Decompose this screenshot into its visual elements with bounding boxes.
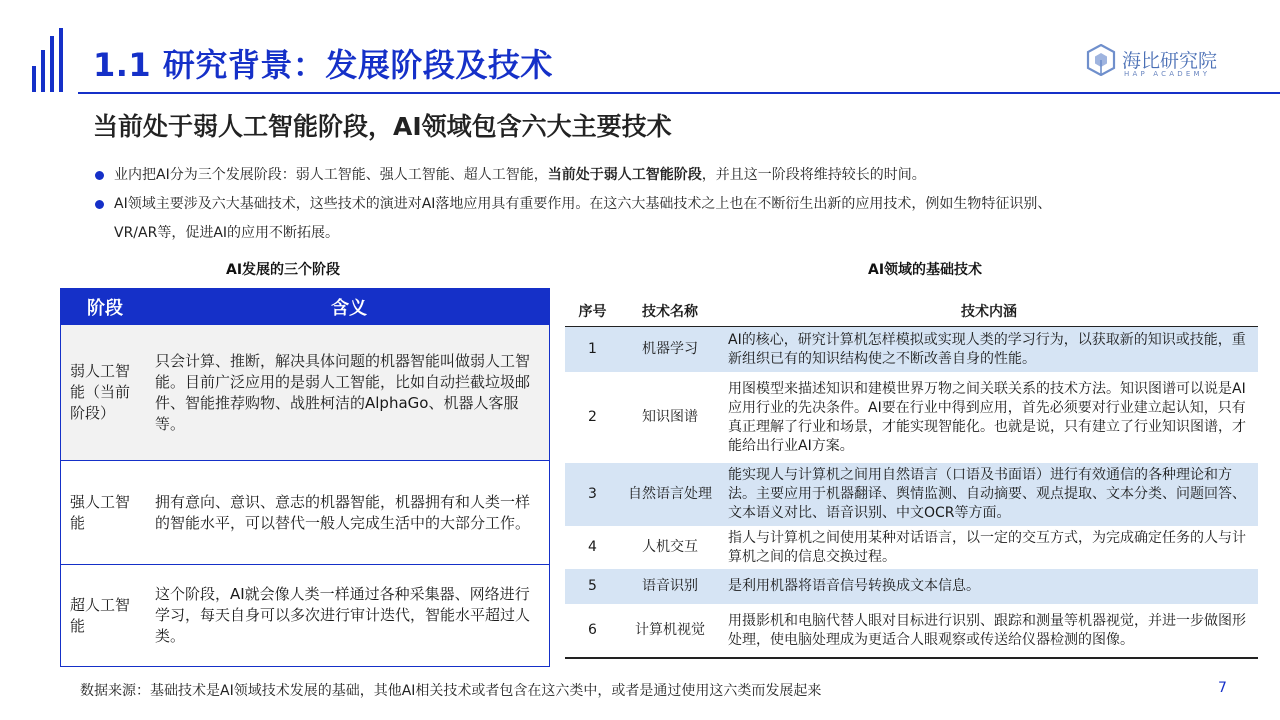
bullet-dot-icon [95, 200, 104, 209]
source-note: 数据来源：基础技术是AI领域技术发展的基础，其他AI相关技术或者包含在这六类中，或者是通过使用这六类而发展起来 [80, 683, 822, 699]
header-cell: 技术名称 [642, 304, 698, 320]
bullet-text: 业内把AI分为三个发展阶段：弱人工智能、强人工智能、超人工智能， [114, 167, 548, 183]
name-cell: 自然语言处理 [628, 486, 712, 502]
table-row [565, 569, 1258, 605]
desc-cell: 指人与计算机之间使用某种对话语言，以一定的交互方式，为完成确定任务的人与计算机之间的信息交换过程。 [728, 529, 1246, 565]
table-row [61, 564, 549, 666]
no-cell: 2 [588, 409, 597, 425]
name-cell: 知识图谱 [642, 409, 698, 425]
table-row [565, 605, 1258, 657]
table-row [61, 324, 549, 460]
table-row [61, 460, 549, 564]
bullet-list [92, 161, 1242, 248]
stage-cell: 强人工智能 [70, 492, 131, 532]
no-cell: 5 [588, 578, 597, 594]
brand-subtitle: HAP ACADEMY [1124, 70, 1211, 78]
stage-cell: 弱人工智能（当前阶段） [70, 362, 131, 422]
bullet-text: VR/AR等，促进AI的应用不断拓展。 [114, 225, 340, 241]
right-table-caption: AI领域的基础技术 [868, 262, 983, 278]
no-cell: 1 [588, 341, 597, 357]
name-cell: 计算机视觉 [635, 622, 705, 638]
desc-cell: AI的核心，研究计算机怎样模拟或实现人类的学习行为，以获取新的知识或技能，重新组织已有的知识结构使之不断改善自身的性能。 [728, 331, 1246, 367]
no-cell: 4 [588, 539, 597, 555]
name-cell: 人机交互 [642, 539, 698, 555]
header-cell: 阶段 [87, 297, 123, 319]
desc-cell: 能实现人与计算机之间用自然语言（口语及书面语）进行有效通信的各种理论和方法。主要应用于机器翻译、舆情监测、自动摘要、观点提取、文本分类、问题回答、文本语义对比、语音识别、中文OCR等方面。 [728, 467, 1246, 521]
desc-cell: 用图模型来描述知识和建模世界万物之间关联关系的技术方法。知识图谱可以说是AI应用行业的先决条件。AI要在行业中得到应用，首先必须要对行业建立起认知，只有真正理解了行业和场景，才能实现智能化。也就是说，只有建立了行业知识图谱，才能给出行业AI方案。 [728, 380, 1246, 454]
bullet-bold-text: 当前处于弱人工智能阶段 [547, 167, 702, 183]
no-cell: 6 [588, 622, 597, 638]
meaning-cell: 这个阶段，AI就会像人类一样通过各种采集器、网络进行学习，每天自身可以多次进行审计迭代，智能水平超过人类。 [155, 585, 531, 645]
header-cell: 序号 [578, 304, 607, 320]
bullet-text: AI领域主要涉及六大基础技术，这些技术的演进对AI落地应用具有重要作用。在这六大基础技术之上也在不断衍生出新的应用技术，例如生物特征识别、 [114, 196, 1052, 212]
bullet-item [92, 190, 1242, 219]
no-cell: 3 [588, 486, 597, 502]
technologies-table [565, 296, 1258, 659]
bullet-text: ，并且这一阶段将维持较长的时间。 [701, 167, 926, 183]
meaning-cell: 拥有意向、意识、意志的机器智能，机器拥有和人类一样的智能水平，可以替代一般人完成生活中的大部分工作。 [155, 492, 531, 532]
table-row [565, 327, 1258, 373]
table-row [565, 527, 1258, 569]
section-subtitle: 当前处于弱人工智能阶段，AI领域包含六大主要技术 [93, 112, 672, 141]
header-divider [78, 92, 1280, 94]
name-cell: 机器学习 [642, 341, 698, 357]
brand-logo [1086, 44, 1236, 84]
cube-logo-icon [1086, 44, 1116, 76]
header-cell: 含义 [331, 297, 367, 319]
name-cell: 语音识别 [642, 578, 698, 594]
meaning-cell: 只会计算、推断，解决具体问题的机器智能叫做弱人工智能。目前广泛应用的是弱人工智能，比如自动拦截垃圾邮件、智能推荐购物、战胜柯洁的AlphaGo、机器人客服等。 [155, 351, 531, 433]
desc-cell: 用摄影机和电脑代替人眼对目标进行识别、跟踪和测量等机器视觉，并进一步做图形处理，使电脑处理成为更适合人眼观察或传送给仪器检测的图像。 [728, 612, 1246, 648]
stage-cell: 超人工智能 [70, 595, 131, 635]
table-header [61, 289, 549, 324]
table-row [565, 463, 1258, 527]
table-header [565, 296, 1258, 327]
bullet-dot-icon [95, 171, 104, 180]
left-table-caption: AI发展的三个阶段 [226, 262, 341, 278]
bullet-item-continuation [92, 219, 1242, 248]
brand-name: 海比研究院 [1122, 50, 1218, 72]
stages-table [60, 288, 550, 667]
logo-bars-icon [32, 28, 64, 92]
desc-cell: 是利用机器将语音信号转换成文本信息。 [728, 578, 980, 594]
table-row [565, 373, 1258, 463]
header-cell: 技术内涵 [961, 304, 1017, 320]
page-title: 1.1 研究背景：发展阶段及技术 [93, 46, 553, 84]
bullet-item [92, 161, 1242, 190]
page-number: 7 [1218, 680, 1227, 696]
table-bottom-rule [565, 657, 1258, 659]
